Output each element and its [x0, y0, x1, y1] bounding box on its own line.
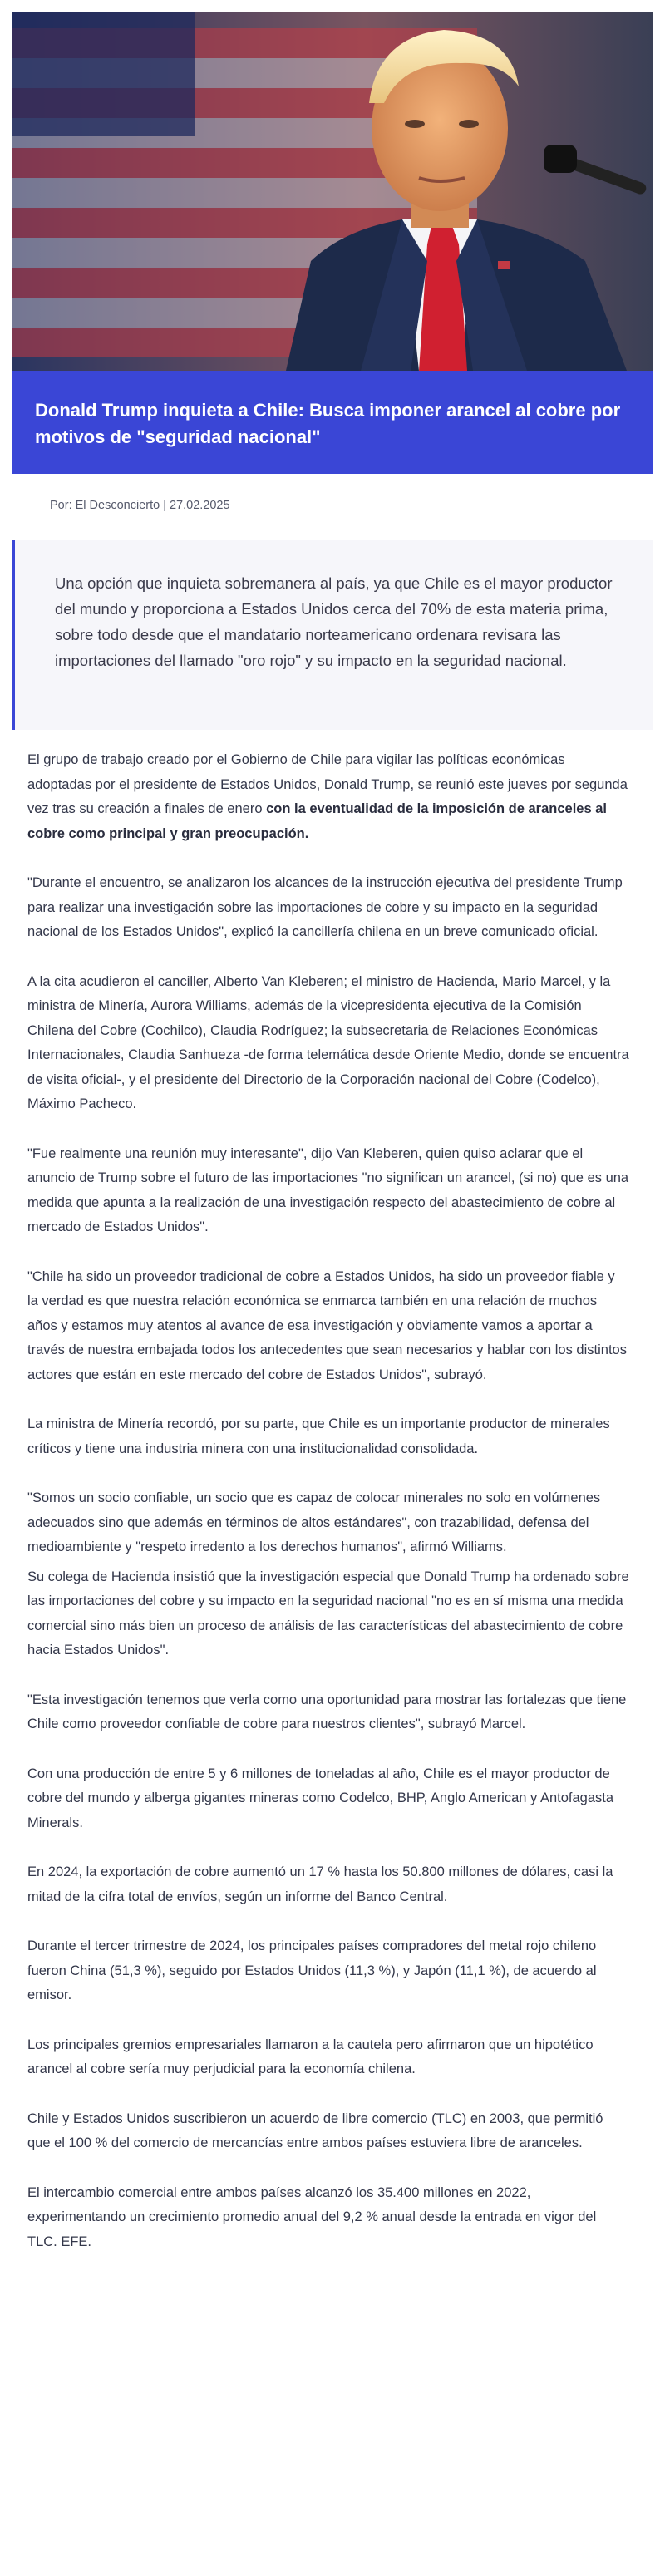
body-paragraph: El intercambio comercial entre ambos países alcanzó los 35.400 millones en 2022, experimentando un crecimiento promedio anual del 9,2 % anual desde la entrada en vigor del TLC. EFE. [27, 2184, 597, 2249]
hero-photo [12, 12, 653, 371]
body-paragraph: Con una producción de entre 5 y 6 millones de toneladas al año, Chile es el mayor productor de cobre del mundo y alberga gigantes mineras como Codelco, BHP, Anglo American y Antofagasta Minerals. [27, 1766, 614, 1830]
body-paragraph: "Durante el encuentro, se analizaron los alcances de la instrucción ejecutiva del presidente Trump para realizar una investigación sobre las importaciones de cobre y su impacto en la seguridad nacional de los Estados Unidos", explicó la cancillería chilena en un breve comunicado oficial. [27, 875, 623, 939]
body-text: El grupo de trabajo creado por el Gobierno de Chile para vigilar las políticas económicas adoptadas por el presidente de Estados Unidos, Donald Trump, se reunió este jueves por segunda vez tras su creación a finales de enero [27, 752, 628, 816]
body-paragraph: Los principales gremios empresariales llamaron a la cautela pero afirmaron que un hipotético arancel al cobre sería muy perjudicial para la economía chilena. [27, 2037, 594, 2076]
lead-quote [12, 540, 653, 730]
body-paragraph: La ministra de Minería recordó, por su parte, que Chile es un importante productor de minerales críticos y tiene una industria minera con una institucionalidad consolidada. [27, 1416, 610, 1456]
article-body [27, 748, 629, 2279]
body-paragraph: "Somos un socio confiable, un socio que es capaz de colocar minerales no solo en volúmenes adecuados sino que además en términos de altos estándares", con trazabilidad, defensa del medioambiente y "respeto irredento a los derechos humanos", afirmó Williams. [27, 1490, 601, 1554]
body-paragraph: Durante el tercer trimestre de 2024, los principales países compradores del metal rojo chileno fueron China (51,3 %), seguido por Estados Unidos (11,3 %), y Japón (11,1 %), de acuerdo al emisor. [27, 1938, 597, 2002]
body-paragraph: Chile y Estados Unidos suscribieron un acuerdo de libre comercio (TLC) en 2003, que permitió que el 100 % del comercio de mercancías entre ambos países estuviera libre de aranceles. [27, 2111, 603, 2150]
body-paragraph: "Esta investigación tenemos que verla como una oportunidad para mostrar las fortalezas que tiene Chile como proveedor confiable de cobre para nuestros clientes", subrayó Marcel. [27, 1692, 627, 1731]
body-paragraph: En 2024, la exportación de cobre aumentó un 17 % hasta los 50.800 millones de dólares, casi la mitad de la cifra total de envíos, según un informe del Banco Central. [27, 1864, 613, 1904]
article-byline: Por: El Desconcierto | 27.02.2025 [50, 499, 230, 512]
headline-banner [12, 371, 653, 474]
body-paragraph: A la cita acudieron el canciller, Alberto Van Kleberen; el ministro de Hacienda, Mario Marcel, y la ministra de Minería, Aurora Williams, además de la vicepresidenta ejecutiva de la Comisión Chilena del Cobre (Cochilco), Claudia Rodríguez; la subsecretaria de Relaciones Económicas Internacionales, Claudia Sanhueza -de forma telemática desde Oriente Medio, donde se encuentra de visita oficial-, y el presidente del Directorio de la Corporación nacional del Cobre (Codelco), Máximo Pacheco. [27, 973, 629, 1111]
article-title: Donald Trump inquieta a Chile: Busca imponer arancel al cobre por motivos de "seguridad nacional" [35, 400, 621, 447]
body-paragraph: "Chile ha sido un proveedor tradicional de cobre a Estados Unidos, ha sido un proveedor fiable y la verdad es que nuestra relación económica se enmarca también en una relación de muchos años y estamos muy atentos al avance de esa investigación y obviamente vamos a aportar a través de nuestra embajada todos los antecedentes que sean necesarios y hablar con los distintos actores que están en este mercado del cobre de Estados Unidos", subrayó. [27, 1268, 627, 1382]
body-paragraph: "Fue realmente una reunión muy interesante", dijo Van Kleberen, quien quiso aclarar que el anuncio de Trump sobre el futuro de las importaciones "no significan un arancel, (si no) que es una medida que apunta a la realización de una investigación respecto del abastecimiento de cobre al mercado de Estados Unidos". [27, 1145, 629, 1234]
body-bold-text: con la eventualidad de la imposición de aranceles al cobre como principal y gran preocupación. [27, 801, 607, 841]
body-paragraph: Su colega de Hacienda insistió que la investigación especial que Donald Trump ha ordenado sobre las importaciones del cobre y su impacto en la seguridad nacional "no es en sí misma una medida comercial sino más bien un proceso de análisis de las características del abastecimiento de cobre hacia Estados Unidos". [27, 1569, 629, 1657]
body-paragraph [27, 748, 629, 846]
lead-paragraph: Una opción que inquieta sobremanera al país, ya que Chile es el mayor productor del mundo y proporciona a Estados Unidos cerca del 70% de esta materia prima, sobre todo desde que el mandatario norteamericano ordenara revisara las importaciones del llamado "oro rojo" y su impacto en la seguridad nacional. [55, 574, 613, 669]
